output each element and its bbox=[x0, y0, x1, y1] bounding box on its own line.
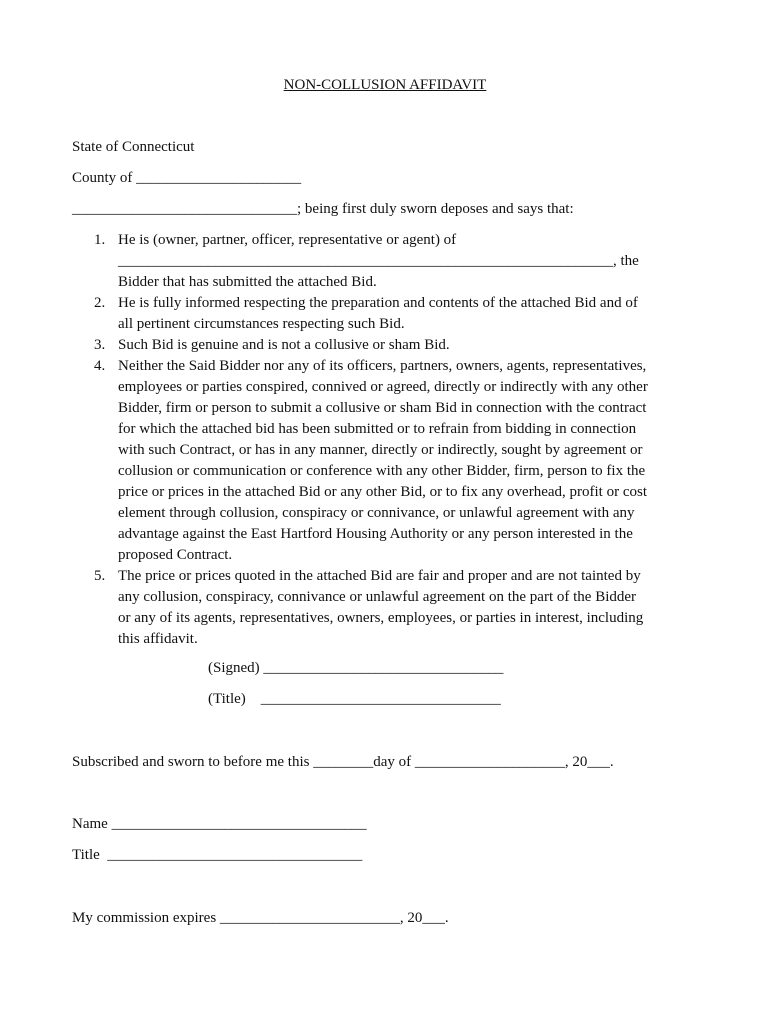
item-4-line-6: collusion or communication or conference with any other Bidder, firm, person to fix the bbox=[118, 463, 646, 479]
item-4-line-9: advantage against the East Hartford Housing Authority or any person interested in the bbox=[118, 526, 633, 542]
deponent-line: ______________________________; being first duly sworn deposes and says that: bbox=[72, 201, 574, 217]
item-5-line-2: any collusion, conspiracy, connivance or unlawful agreement on the part of the Bidder bbox=[118, 589, 637, 605]
commission-expires-line: My commission expires ________________________, 20___. bbox=[72, 910, 449, 926]
item-4-line-3: Bidder, firm or person to submit a collusive or sham Bid in connection with the contract bbox=[118, 400, 647, 416]
state-line: State of Connecticut bbox=[72, 139, 195, 155]
item-5-line-3: or any of its agents, representatives, owners, employees, or parties in interest, including bbox=[118, 610, 644, 626]
title-signature-line: (Title) ________________________________ bbox=[208, 691, 501, 707]
signed-line: (Signed) ________________________________ bbox=[208, 660, 504, 676]
notary-name-line: Name __________________________________ bbox=[72, 816, 367, 832]
item-1-line-3: Bidder that has submitted the attached Bid. bbox=[118, 274, 377, 290]
item-5-line-4: this affidavit. bbox=[118, 631, 198, 647]
item-number: 2. bbox=[94, 295, 106, 311]
item-3-line-1: Such Bid is genuine and is not a collusive or sham Bid. bbox=[118, 337, 450, 353]
item-4-line-1: Neither the Said Bidder nor any of its officers, partners, owners, agents, representatives, bbox=[118, 358, 647, 374]
item-1-line-1: He is (owner, partner, officer, representative or agent) of bbox=[118, 232, 457, 248]
item-4-line-4: for which the attached bid has been submitted or to refrain from bidding in connection bbox=[118, 421, 637, 437]
item-4-line-2: employees or parties conspired, connived or agreed, directly or indirectly with any other bbox=[118, 379, 648, 395]
item-number: 4. bbox=[94, 358, 106, 374]
item-number: 5. bbox=[94, 568, 106, 584]
item-1-line-2: __________________________________________________________________, the bbox=[118, 253, 639, 269]
notary-title-line: Title __________________________________ bbox=[72, 847, 363, 863]
item-number: 3. bbox=[94, 337, 106, 353]
item-4-line-5: with such Contract, or has in any manner, directly or indirectly, sought by agreement or bbox=[118, 442, 643, 458]
item-4-line-10: proposed Contract. bbox=[118, 547, 233, 563]
item-2-line-2: all pertinent circumstances respecting such Bid. bbox=[118, 316, 405, 332]
item-number: 1. bbox=[94, 232, 106, 248]
item-5-line-1: The price or prices quoted in the attached Bid are fair and proper and are not tainted by bbox=[118, 568, 641, 584]
item-4-line-8: element through collusion, conspiracy or connivance, or unlawful agreement with any bbox=[118, 505, 635, 521]
item-2-line-1: He is fully informed respecting the preparation and contents of the attached Bid and of bbox=[118, 295, 638, 311]
document-title: NON-COLLUSION AFFIDAVIT bbox=[283, 77, 487, 93]
county-line: County of ______________________ bbox=[72, 170, 302, 186]
item-4-line-7: price or prices in the attached Bid or any other Bid, or to fix any overhead, profit or cost bbox=[118, 484, 647, 500]
subscribed-line: Subscribed and sworn to before me this ________day of ____________________, 20___. bbox=[72, 754, 614, 770]
